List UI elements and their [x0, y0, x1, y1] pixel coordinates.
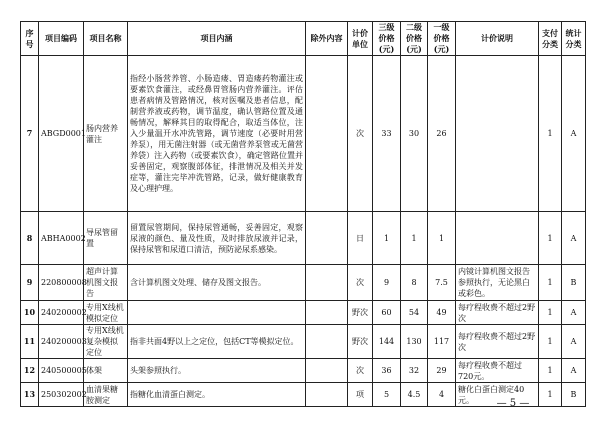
row-unit: 日	[348, 212, 373, 265]
row-payment: 1	[539, 301, 562, 325]
row-price-level3: 1	[373, 212, 401, 265]
row-stat: A	[562, 301, 586, 325]
row-name: 体架	[84, 359, 128, 383]
table-row	[21, 212, 586, 265]
fee-schedule-table	[20, 21, 586, 407]
row-index: 13	[21, 383, 39, 407]
row-price-level1: 4	[428, 383, 456, 407]
row-content	[128, 301, 306, 325]
row-unit: 项	[348, 383, 373, 407]
row-stat: B	[562, 383, 586, 407]
header-note: 计价说明	[456, 22, 539, 56]
header-name: 项目名称	[84, 22, 128, 56]
row-name: 超声计算机图文报告	[84, 265, 128, 301]
row-price-level1: 29	[428, 359, 456, 383]
table-header-row	[21, 22, 586, 56]
row-content: 指非共面4野以上之定位，包括CT等模拟定位。	[128, 325, 306, 359]
row-index: 10	[21, 301, 39, 325]
row-stat: A	[562, 56, 586, 212]
row-index: 12	[21, 359, 39, 383]
row-unit: 次	[348, 56, 373, 212]
row-price-level1: 7.5	[428, 265, 456, 301]
row-price-level3: 60	[373, 301, 401, 325]
row-price-level3: 33	[373, 56, 401, 212]
row-unit: 野次	[348, 301, 373, 325]
row-note: 内镜计算机图文报告参照执行，无论黑白或彩色。	[456, 265, 539, 301]
header-price-level1: 一级价格(元)	[428, 22, 456, 56]
row-payment: 1	[539, 212, 562, 265]
header-excluded: 除外内容	[306, 22, 348, 56]
row-price-level3: 5	[373, 383, 401, 407]
header-stat: 统计分类	[562, 22, 586, 56]
row-note	[456, 56, 539, 212]
row-content: 头架参照执行。	[128, 359, 306, 383]
row-content: 指经小肠营养管、小肠造瘘、胃造瘘药物灌注或要素饮食灌注，或经鼻胃管肠内营养灌注。评估患者病情及管路情况，核对医嘱及患者信息，配制营养液或药物，调节温度，确认管路位置及通畅情况，解释其目的取得配合，取适当体位，注入少量温开水冲洗管路，调节速度（必要时用营养泵），用无菌注射器（或无菌营养泵管或无菌营养袋）注入药物（或要素饮食），确定管路位置并妥善固定，观察腹部体征，排泄情况及相关并发症等，灌注完毕冲洗管路，记录，做好健康教育及心理护理。	[128, 56, 306, 212]
row-content: 含计算机图文处理、储存及图文报告。	[128, 265, 306, 301]
row-price-level1: 1	[428, 212, 456, 265]
row-payment: 1	[539, 265, 562, 301]
header-code: 项目编码	[39, 22, 84, 56]
table-row	[21, 325, 586, 359]
row-payment: 1	[539, 325, 562, 359]
row-excluded	[306, 325, 348, 359]
row-index: 7	[21, 56, 39, 212]
row-price-level1: 49	[428, 301, 456, 325]
row-excluded	[306, 265, 348, 301]
row-code: 250302002	[39, 383, 84, 407]
row-name: 导尿管留置	[84, 212, 128, 265]
row-code: ABGD0001	[39, 56, 84, 212]
row-price-level2: 30	[401, 56, 428, 212]
row-name: 肠内营养灌注	[84, 56, 128, 212]
row-excluded	[306, 383, 348, 407]
row-stat: A	[562, 359, 586, 383]
row-name: 专用X线机模拟定位	[84, 301, 128, 325]
row-unit: 次	[348, 265, 373, 301]
row-code: 220800008	[39, 265, 84, 301]
row-excluded	[306, 212, 348, 265]
row-excluded	[306, 56, 348, 212]
row-price-level3: 144	[373, 325, 401, 359]
header-price-level3: 三级价格(元)	[373, 22, 401, 56]
row-name: 血清果糖胺测定	[84, 383, 128, 407]
row-price-level2: 54	[401, 301, 428, 325]
row-note: 每疗程收费不超过2野次	[456, 325, 539, 359]
row-price-level2: 130	[401, 325, 428, 359]
row-price-level1: 117	[428, 325, 456, 359]
row-excluded	[306, 301, 348, 325]
row-stat: A	[562, 325, 586, 359]
row-name: 专用X线机复杂模拟定位	[84, 325, 128, 359]
row-payment: 1	[539, 56, 562, 212]
row-payment: 1	[539, 359, 562, 383]
row-price-level2: 8	[401, 265, 428, 301]
row-content: 留置尿管期间，保持尿管通畅，妥善固定，观察尿液的颜色、量及性质，及时排放尿液并记录，保持尿管和尿道口清洁，预防泌尿系感染。	[128, 212, 306, 265]
row-note: 糖化白蛋白测定40元。	[456, 383, 539, 407]
row-price-level3: 9	[373, 265, 401, 301]
table-row	[21, 265, 586, 301]
row-note: 每疗程收费不超过2野次	[456, 301, 539, 325]
table-row	[21, 301, 586, 325]
page-number: — 5 —	[496, 398, 530, 409]
header-index: 序号	[21, 22, 39, 56]
row-code: 240200003	[39, 325, 84, 359]
header-price-level2: 二级价格(元)	[401, 22, 428, 56]
row-price-level3: 36	[373, 359, 401, 383]
row-code: 240200002	[39, 301, 84, 325]
row-index: 11	[21, 325, 39, 359]
row-note	[456, 212, 539, 265]
row-code: ABHA0002	[39, 212, 84, 265]
table-row	[21, 359, 586, 383]
row-excluded	[306, 359, 348, 383]
row-stat: B	[562, 265, 586, 301]
row-note: 每疗程收费不超过720元。	[456, 359, 539, 383]
header-payment: 支付分类	[539, 22, 562, 56]
row-payment: 1	[539, 383, 562, 407]
table-row	[21, 56, 586, 212]
row-code: 240500005	[39, 359, 84, 383]
row-price-level2: 4.5	[401, 383, 428, 407]
header-unit: 计价单位	[348, 22, 373, 56]
row-price-level2: 1	[401, 212, 428, 265]
header-content: 项目内涵	[128, 22, 306, 56]
row-index: 9	[21, 265, 39, 301]
row-content: 指糖化血清蛋白测定。	[128, 383, 306, 407]
row-unit: 次	[348, 359, 373, 383]
row-price-level1: 26	[428, 56, 456, 212]
row-unit: 野次	[348, 325, 373, 359]
row-stat: A	[562, 212, 586, 265]
row-price-level2: 32	[401, 359, 428, 383]
row-index: 8	[21, 212, 39, 265]
